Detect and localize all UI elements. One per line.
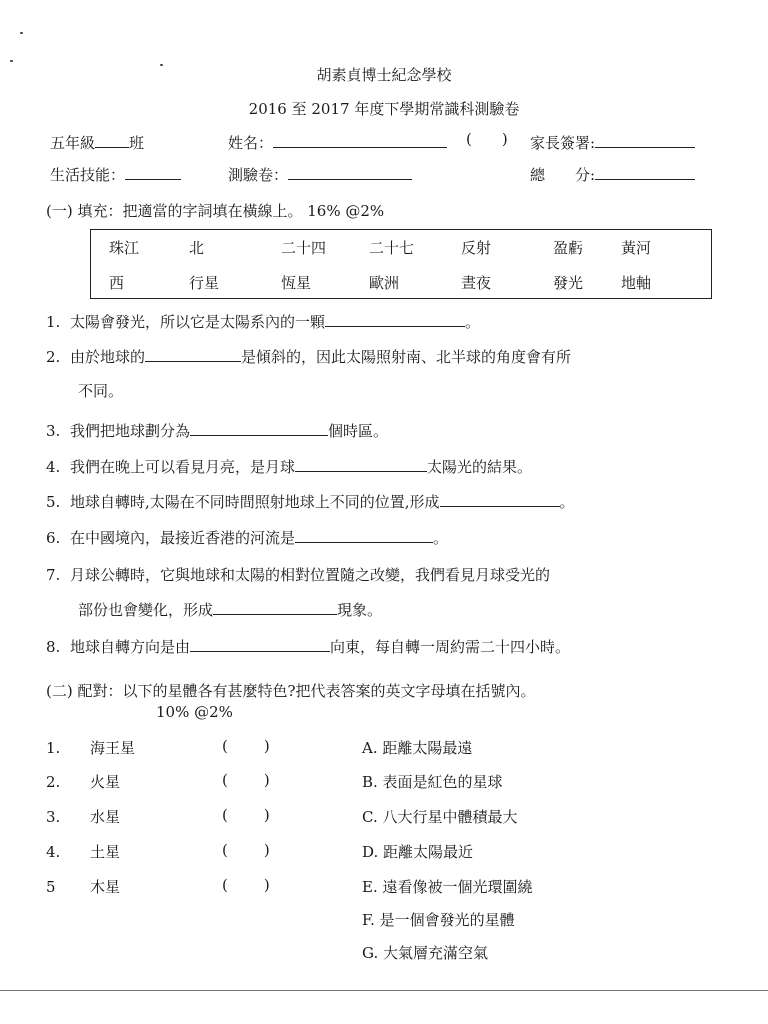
- question-number: 2.: [46, 348, 61, 366]
- option-c: C. 八大行星中體積最大: [362, 808, 518, 826]
- question-5: [46, 491, 575, 512]
- question-text: 。: [559, 493, 575, 511]
- planet-name: 土星: [90, 843, 121, 861]
- answer-blank[interactable]: [190, 421, 328, 436]
- word-bank-item: 行星: [189, 274, 220, 292]
- match-item-4: [46, 841, 120, 862]
- school-name: 胡素貞博士紀念學校: [316, 66, 452, 84]
- class-number-parens[interactable]: [466, 130, 508, 148]
- answer-blank[interactable]: [213, 600, 337, 615]
- question-text: 在中國境內，最接近香港的河流是: [70, 529, 296, 547]
- question-number: 8.: [46, 638, 61, 656]
- answer-blank[interactable]: [190, 637, 330, 652]
- word-bank-item: 發光: [553, 274, 584, 292]
- option-f: F. 是一個會發光的星體: [362, 911, 515, 929]
- word-bank-item: 恆星: [281, 274, 312, 292]
- item-number: 5: [46, 878, 56, 896]
- paren-close: ): [263, 876, 270, 894]
- answer-blank[interactable]: [440, 492, 560, 507]
- match-item-1: [46, 737, 135, 758]
- total-label: 總 分:: [530, 166, 596, 184]
- planet-name: 水星: [90, 808, 121, 826]
- name-label: 姓名：: [228, 134, 274, 152]
- question-text: 太陽光的結果。: [427, 458, 533, 476]
- answer-parens-1[interactable]: [222, 737, 270, 755]
- word-bank-item: 黃河: [621, 239, 652, 257]
- word-bank-item: 反射: [461, 239, 492, 257]
- parent-sign-label: 家長簽署:: [530, 134, 596, 152]
- question-number: 1.: [46, 313, 61, 331]
- parent-sign-field: [530, 132, 695, 153]
- option-g: G. 大氣層充滿空氣: [362, 944, 488, 962]
- item-number: 3.: [46, 808, 61, 826]
- question-text: 。: [433, 529, 449, 547]
- paren-close: ): [263, 806, 270, 824]
- question-number: 5.: [46, 493, 61, 511]
- question-text: 太陽會發光，所以它是太陽系內的一顆: [70, 313, 326, 331]
- question-text: 是傾斜的，因此太陽照射南、北半球的角度會有所: [241, 348, 572, 366]
- word-bank-item: 北: [189, 239, 205, 257]
- total-blank[interactable]: [595, 165, 695, 180]
- question-text: 向東，每自轉一周約需二十四小時。: [330, 638, 571, 656]
- word-bank-item: 盈虧: [553, 239, 584, 257]
- paren-close: ): [263, 771, 270, 789]
- answer-parens-5[interactable]: [222, 876, 270, 894]
- paren-close: ): [263, 737, 270, 755]
- question-text: 我們在晚上可以看見月亮，是月球: [70, 458, 296, 476]
- question-3: [46, 420, 388, 441]
- paren-open: (: [222, 806, 228, 824]
- match-item-2: [46, 771, 120, 792]
- answer-parens-4[interactable]: [222, 841, 270, 859]
- question-text: 月球公轉時，它與地球和太陽的相對位置隨之改變，我們看見月球受光的: [70, 566, 551, 584]
- answer-blank[interactable]: [295, 528, 433, 543]
- question-number: 7.: [46, 566, 61, 584]
- question-6: [46, 527, 448, 548]
- planet-name: 木星: [90, 878, 121, 896]
- word-bank: [90, 229, 712, 299]
- scan-speck: [10, 60, 13, 62]
- name-blank[interactable]: [273, 133, 447, 148]
- question-number: 4.: [46, 458, 61, 476]
- question-text: 地球自轉方向是由: [70, 638, 191, 656]
- question-text: 。: [465, 313, 481, 331]
- item-number: 1.: [46, 739, 61, 757]
- section1-heading: (一) 填充：把適當的字詞填在橫線上。 16% @2%: [46, 202, 385, 220]
- test-paper-blank[interactable]: [288, 165, 412, 180]
- scan-edge-line: [0, 990, 768, 991]
- grade-field: [50, 132, 144, 153]
- answer-blank[interactable]: [145, 347, 241, 362]
- life-skills-field: [50, 164, 181, 185]
- option-e: E. 遠看像被一個光環圍繞: [362, 878, 533, 896]
- question-text: 現象。: [337, 601, 383, 619]
- word-bank-item: 歐洲: [369, 274, 400, 292]
- planet-name: 火星: [90, 773, 121, 791]
- option-a: A. 距離太陽最遠: [362, 739, 473, 757]
- test-paper-field: [228, 164, 412, 185]
- grade-prefix: 五年級: [50, 134, 96, 152]
- section2-marks: 10% @2%: [156, 703, 233, 721]
- answer-parens-3[interactable]: [222, 806, 270, 824]
- word-bank-item: 二十七: [369, 239, 415, 257]
- match-item-5: [46, 876, 120, 897]
- answer-parens-2[interactable]: [222, 771, 270, 789]
- planet-name: 海王星: [90, 739, 136, 757]
- paren-open: (: [222, 771, 228, 789]
- word-bank-item: 地軸: [621, 274, 652, 292]
- question-7-continuation: [78, 599, 382, 620]
- paren-close: ): [263, 841, 270, 859]
- word-bank-item: 二十四: [281, 239, 327, 257]
- parent-sign-blank[interactable]: [595, 133, 695, 148]
- question-8: [46, 636, 570, 657]
- question-text: 部份也會變化，形成: [78, 601, 214, 619]
- word-bank-item: 晝夜: [461, 274, 492, 292]
- paren-open: (: [222, 876, 228, 894]
- word-bank-item: 珠江: [109, 239, 140, 257]
- paren-close: ): [501, 130, 508, 148]
- question-text: 地球自轉時,太陽在不同時間照射地球上不同的位置,形成: [70, 493, 440, 511]
- match-item-3: [46, 806, 120, 827]
- life-skills-blank[interactable]: [125, 165, 181, 180]
- question-2: [46, 346, 571, 367]
- question-number: 3.: [46, 422, 61, 440]
- question-text: 個時區。: [328, 422, 389, 440]
- name-field: [228, 132, 447, 153]
- question-text: 我們把地球劃分為: [70, 422, 191, 440]
- answer-blank[interactable]: [295, 457, 427, 472]
- paren-open: (: [466, 130, 472, 148]
- paren-open: (: [222, 841, 228, 859]
- word-bank-item: 西: [109, 274, 125, 292]
- paren-open: (: [222, 737, 228, 755]
- class-blank[interactable]: [95, 133, 129, 148]
- item-number: 2.: [46, 773, 61, 791]
- section2-heading: (二) 配對：以下的星體各有甚麼特色?把代表答案的英文字母填在括號內。: [46, 682, 536, 700]
- total-field: [530, 164, 695, 185]
- life-skills-label: 生活技能：: [50, 166, 126, 184]
- option-d: D. 距離太陽最近: [362, 843, 474, 861]
- scan-speck: [20, 32, 23, 34]
- answer-blank[interactable]: [325, 312, 465, 327]
- question-7: [46, 564, 550, 585]
- test-paper-label: 測驗卷：: [228, 166, 289, 184]
- question-number: 6.: [46, 529, 61, 547]
- exam-title: 2016 至 2017 年度下學期常識科測驗卷: [248, 100, 520, 118]
- question-2-continuation: 不同。: [78, 382, 124, 400]
- item-number: 4.: [46, 843, 61, 861]
- option-b: B. 表面是紅色的星球: [362, 773, 503, 791]
- question-text: 由於地球的: [70, 348, 146, 366]
- class-suffix: 班: [129, 134, 145, 152]
- question-4: [46, 456, 532, 477]
- question-1: [46, 311, 480, 332]
